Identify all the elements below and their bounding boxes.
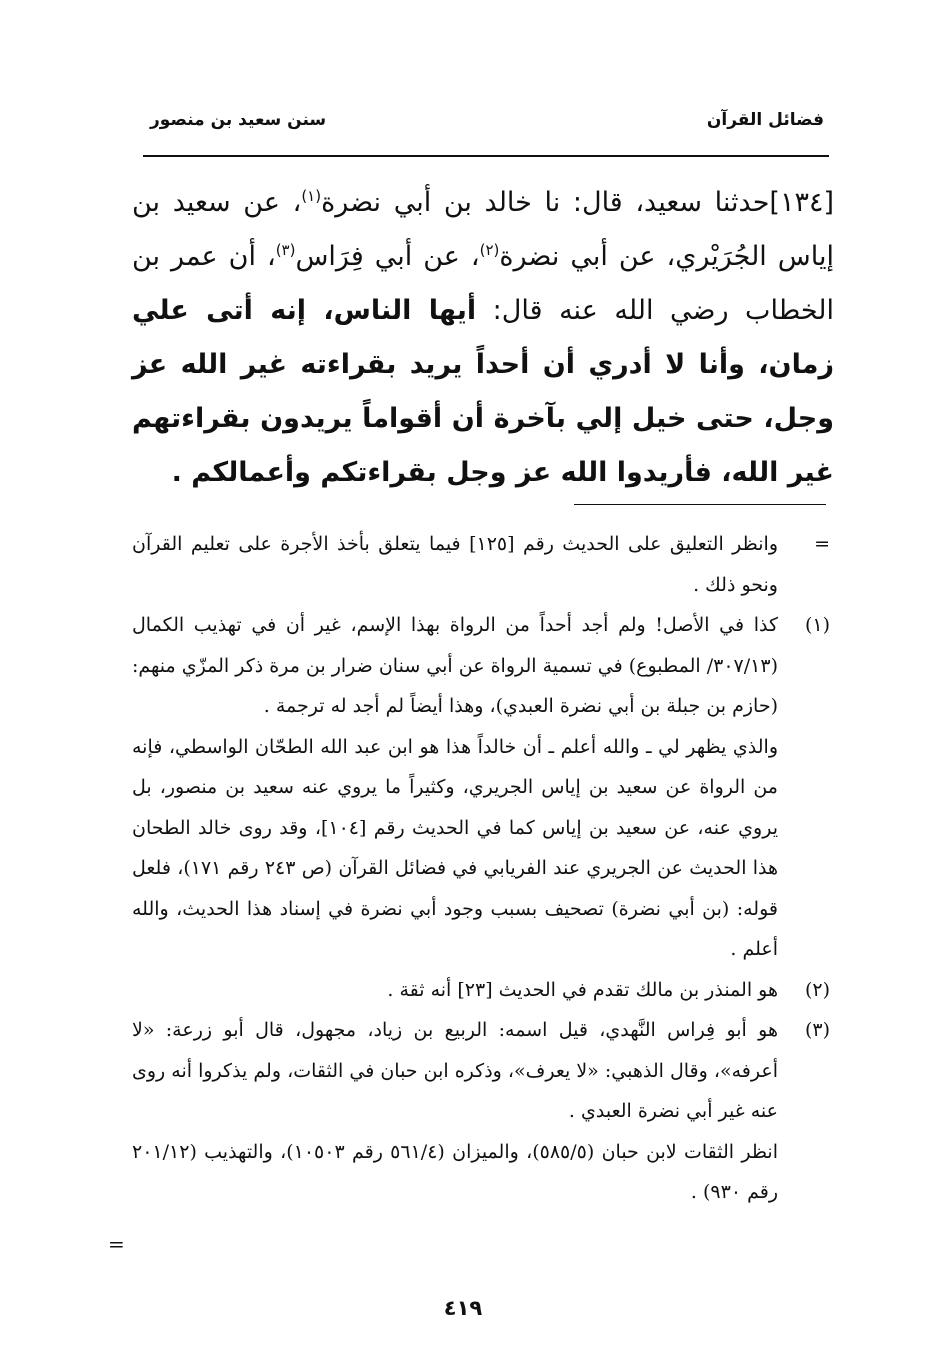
hadith-quote: أيها الناس، إنه أتى علي زمان، وأنا لا أدري أن أحداً يريد بقراءته غير الله عز وجل، حتى خيل إلي بآخرة أن أقواماً يريدون بقراءتهم غير الله، فأريدوا الله عز وجل بقراءتكم وأعمالكم . [132, 295, 834, 488]
header-book-title: سنن سعيد بن منصور [150, 110, 327, 130]
footnote-ref: (٣) [275, 241, 296, 259]
footnote-3-paragraph-2: انظر الثقات لابن حبان (٥٨٥/٥)، والميزان (٥٦١/٤ رقم ١٠٥٠٣)، والتهذيب (٢٠١/١٢ رقم ٩٣٠) . [132, 1140, 778, 1203]
continuation-mark: = [814, 533, 830, 555]
running-header [150, 110, 824, 150]
footnote-3 [132, 1010, 834, 1132]
footnote-ref: (٢) [479, 241, 500, 259]
page-number: ٤١٩ [443, 1296, 483, 1320]
footnote-1 [132, 605, 834, 727]
footnote-marker: (١) [804, 614, 830, 636]
footnote-marker: (٢) [804, 978, 830, 1001]
footnote-2 [132, 970, 834, 1011]
continues-mark: = [108, 1232, 125, 1256]
footnote-marker: (٣) [804, 1019, 830, 1041]
footnote-ref: (١) [301, 187, 322, 205]
footnotes [132, 524, 834, 1213]
footnote-continuation [132, 524, 834, 605]
footnote-text: هو أبو فِراس النَّهدي، قيل اسمه: الربيع بن زياد، مجهول، قال أبو زرعة: «لا أعرفه»، وقال الذهبي: «لا يعرف»، وذكره ابن حبان في الثقات، ولم يذكروا أنه روى عنه غير أبي نضرة العبدي . [132, 1019, 778, 1122]
hadith-segment: ، أن عمر بن الخطاب رضي الله عنه قال: [132, 241, 835, 326]
hadith-segment: ، عن أبي فِرَاس [295, 241, 480, 272]
hadith-segment: حدثنا سعيد، قال: نا خالد بن أبي نضرة [321, 187, 770, 218]
header-book-section: فضائل القرآن [706, 110, 824, 130]
hadith-number: [١٣٤] [769, 187, 834, 218]
footnote-text: هو المنذر بن مالك تقدم في الحديث [٢٣] أنه ثقة . [387, 978, 778, 1001]
footnote-divider [574, 504, 826, 505]
hadith-text [132, 176, 834, 500]
footnote-1-paragraph-2: والذي يظهر لي ـ والله أعلم ـ أن خالداً هذا هو ابن عبد الله الطحّان الواسطي، فإنه من الرواة عن سعيد بن إياس الجريري، وكثيراً ما يروي عنه سعيد بن منصور، بل يروي عنه، عن سعيد بن إياس كما في الحديث رقم [١٠٤]، وقد روى خالد الطحان هذا الحديث عن الجريري عند الفريابي في فضائل القرآن (ص ٢٤٣ رقم ١٧١)، فلعل قوله: (بن أبي نضرة) تصحيف بسبب وجود أبي نضرة في إسناد هذا الحديث، والله أعلم . [132, 735, 779, 960]
hadith-segment: ، عن سعيد بن إياس الجُرَيْري، عن أبي نضرة [132, 187, 834, 272]
header-divider [143, 155, 829, 157]
footnote-text: كذا في الأصل! ولم أجد أحداً من الرواة بهذا الإسم، غير أن في تهذيب الكمال (٣٠٧/١٣/ المطبوع) في تسمية الرواة عن أبي سنان ضرار بن مرة ذكر المزّي منهم: (حازم بن جبلة بن أبي نضرة العبدي)، وهذا أيضاً لم أجد له ترجمة . [132, 614, 778, 717]
footnote-text: وانظر التعليق على الحديث رقم [١٢٥] فيما يتعلق بأخذ الأجرة على تعليم القرآن ونحو ذلك . [132, 533, 778, 596]
